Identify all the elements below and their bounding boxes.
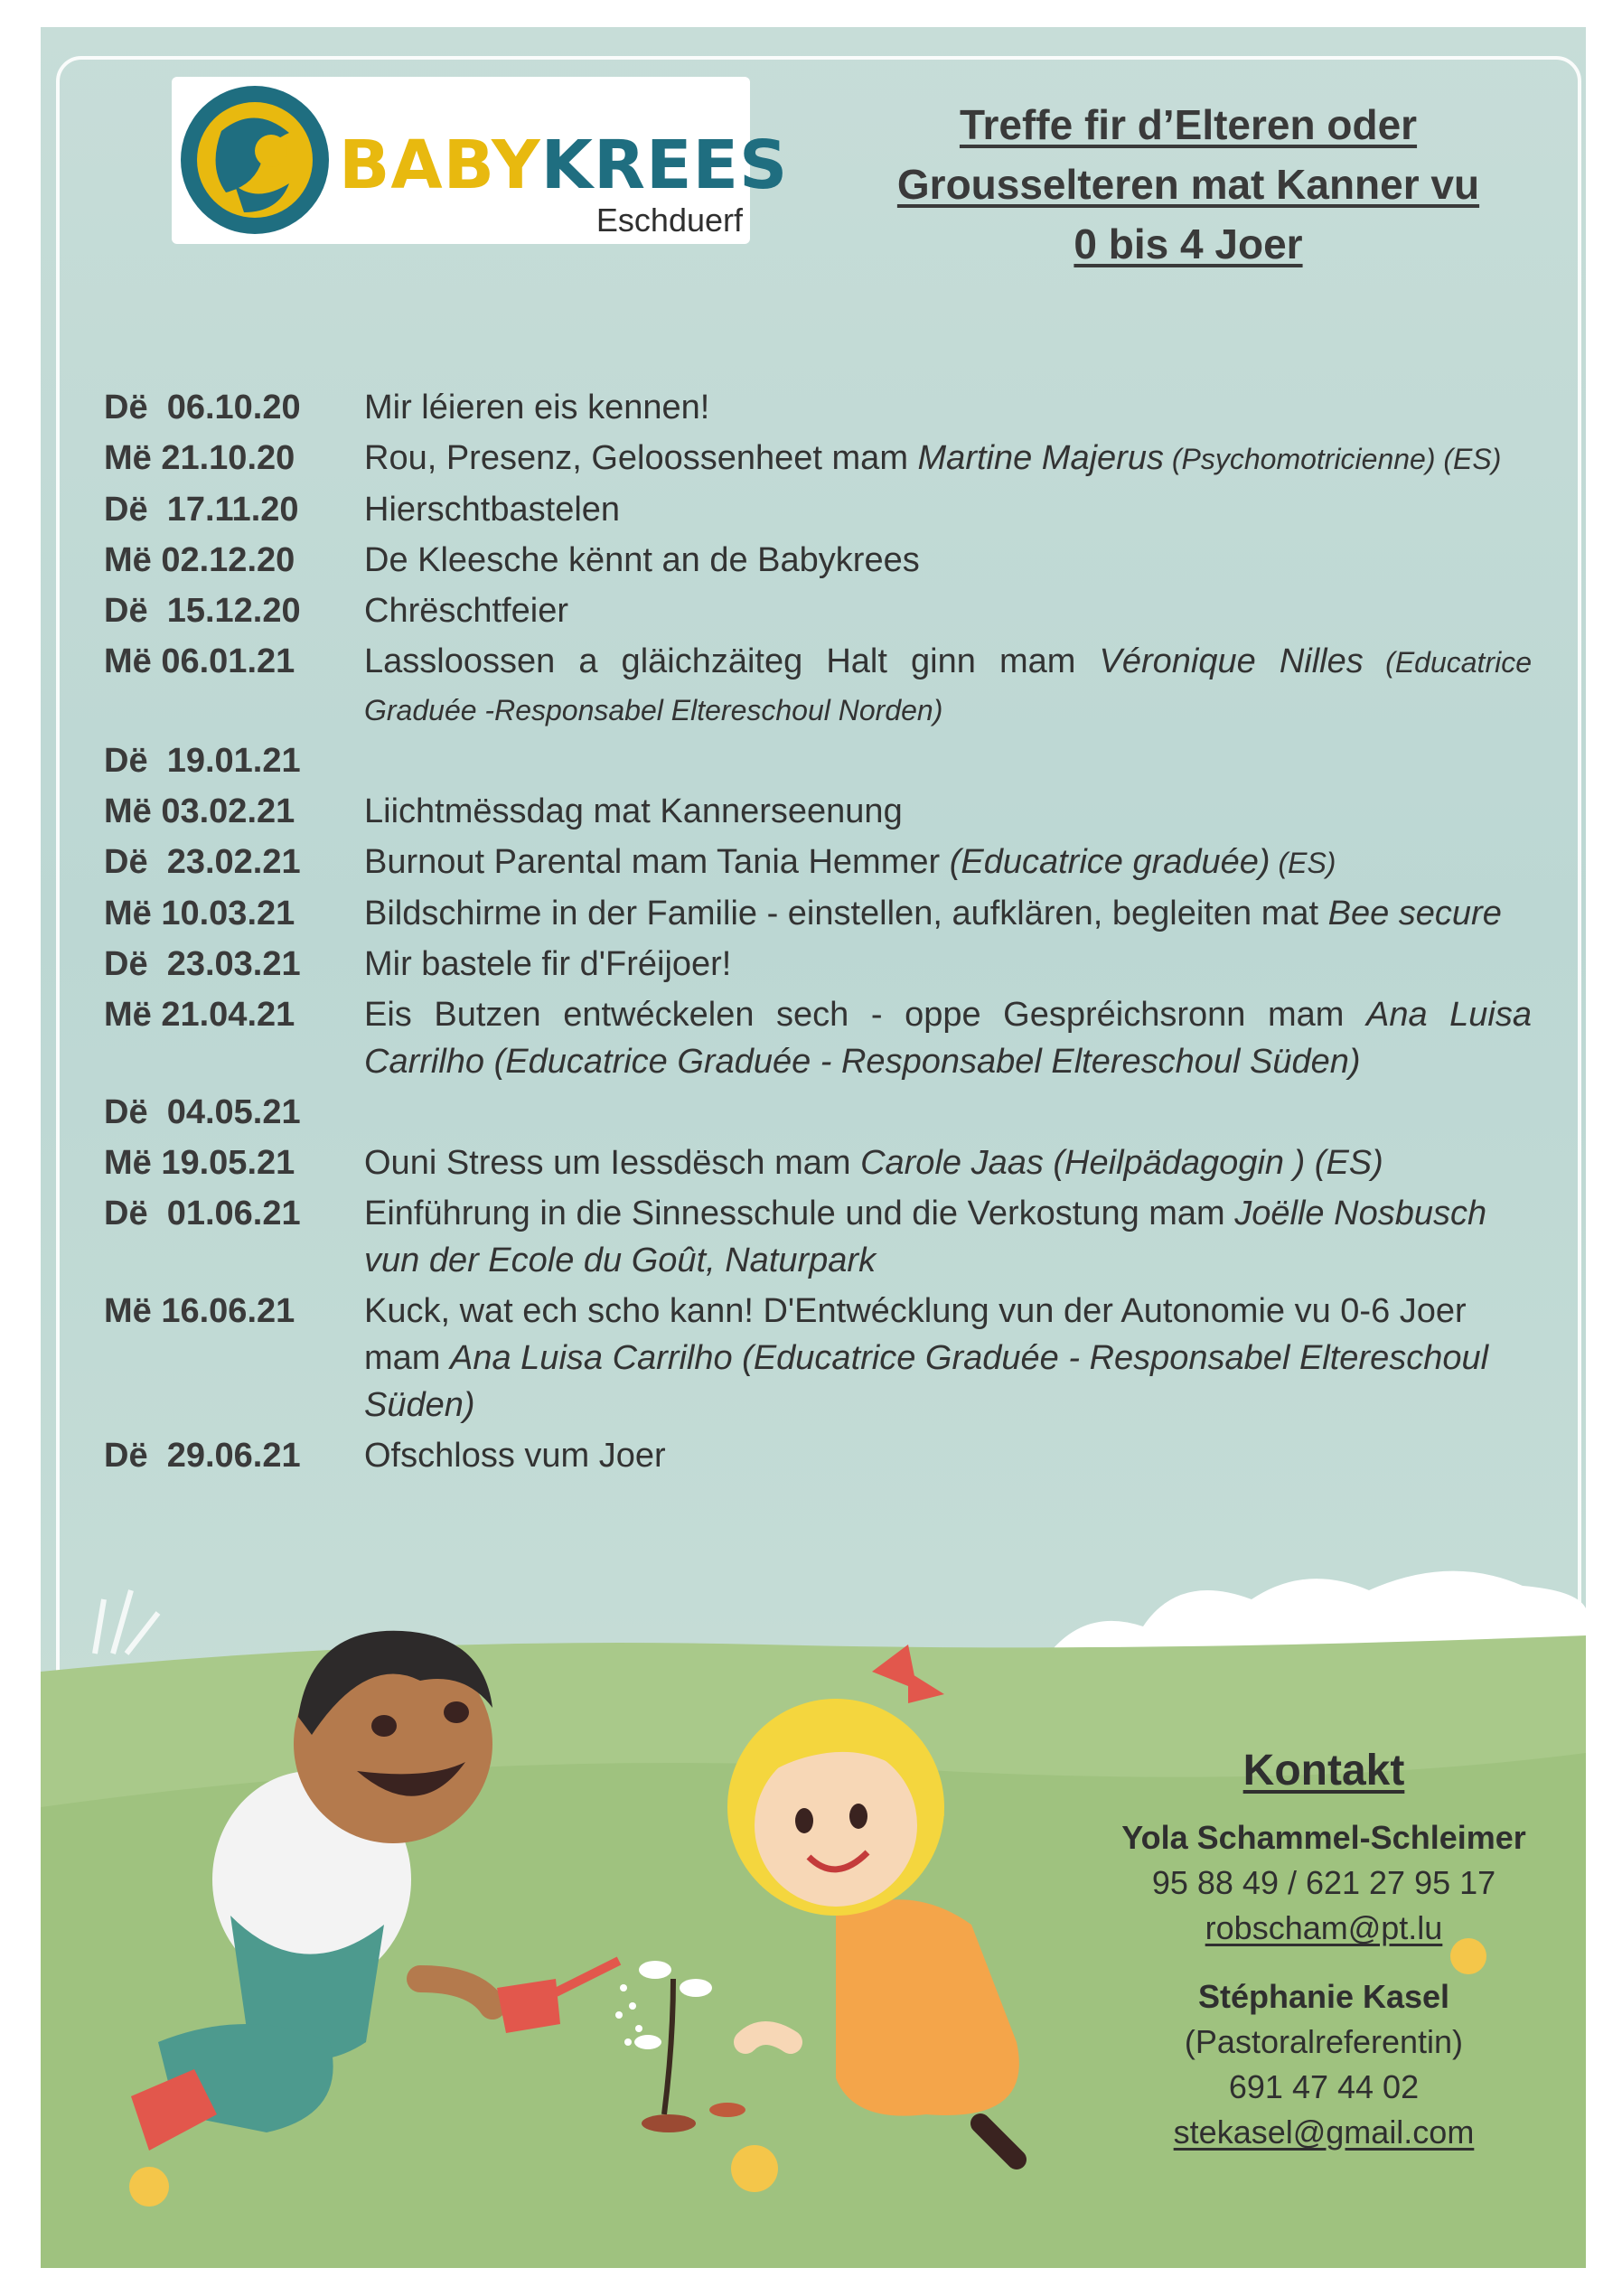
schedule-text: Mir léieren eis kennen! [364, 389, 710, 426]
schedule-text: Rou, Presenz, Geloossenheet mam [364, 439, 918, 477]
schedule-row [104, 1139, 1532, 1186]
schedule-row [104, 435, 1532, 483]
contact-title: Kontakt [1242, 1747, 1405, 1795]
schedule-description [364, 788, 1532, 835]
schedule-date: Më 21.10.20 [104, 439, 295, 477]
schedule-date: Më 06.01.21 [104, 642, 295, 680]
schedule-date: Dë 01.06.21 [104, 1195, 301, 1232]
schedule-row [104, 1432, 1532, 1479]
schedule-description [364, 941, 1532, 988]
schedule-text-italic: Joëlle Nosbusch vun der Ecole du Goût, Naturpark [364, 1195, 1487, 1279]
schedule-row [104, 941, 1532, 988]
contact-2-role: (Pastoralreferentin) [1184, 2023, 1464, 2060]
schedule-description [364, 638, 1532, 734]
schedule-text: Hierschtbastelen [364, 491, 621, 529]
schedule-date: Më 21.04.21 [104, 996, 295, 1034]
schedule-date: Më 02.12.20 [104, 541, 295, 579]
schedule-description [364, 1432, 1532, 1479]
schedule-date: Dë 06.10.20 [104, 389, 301, 426]
schedule-date: Dë 04.05.21 [104, 1093, 301, 1131]
contact-1-name: Yola Schammel-Schleimer [1121, 1819, 1526, 1856]
schedule-date: Më 16.06.21 [104, 1292, 295, 1330]
schedule-text-italic: Martine Majerus [917, 439, 1164, 477]
schedule-row [104, 839, 1532, 886]
schedule-text: Ofschloss vum Joer [364, 1437, 666, 1475]
schedule-date: Dë 17.11.20 [104, 491, 299, 529]
contact-2-name: Stéphanie Kasel [1197, 1978, 1450, 2015]
schedule-row [104, 890, 1532, 937]
schedule-row [104, 788, 1532, 835]
schedule-description [364, 537, 1532, 584]
contact-2-phone: 691 47 44 02 [1228, 2068, 1420, 2105]
schedule-text: Bildschirme in der Familie - einstellen, aufklären, begleiten mat [364, 895, 1328, 932]
schedule-text: De Kleesche kënnt an de Babykrees [364, 541, 920, 579]
schedule-row [104, 1288, 1532, 1429]
contact-1-email[interactable]: robscham@pt.lu [1205, 1909, 1443, 1946]
schedule-text: Ouni Stress um Iessdësch mam [364, 1144, 861, 1182]
logo-subtitle: Eschduerf [595, 201, 743, 239]
schedule-row [104, 991, 1532, 1085]
contact-section [1071, 1748, 1577, 2155]
logo-wordmark [339, 127, 788, 204]
grass-tuft-icon [95, 1590, 158, 1654]
schedule-date: Dë 23.03.21 [104, 945, 301, 983]
babykrees-emblem-icon [172, 77, 339, 244]
schedule-date: Më 03.02.21 [104, 792, 295, 830]
schedule-row [104, 384, 1532, 431]
schedule-text-italic: Bee secure [1327, 895, 1502, 932]
schedule-text-italic: Ana Luisa Carrilho (Educatrice Graduée - Responsabel Eltereschoul Süden) [364, 1339, 1489, 1424]
schedule-row [104, 1089, 1532, 1136]
schedule-text: Eis Butzen entwéckelen sech - oppe Gespréichsronn mam [364, 996, 1366, 1034]
schedule-description [364, 737, 1532, 784]
schedule-description [364, 1139, 1532, 1186]
schedule-row [104, 1190, 1532, 1284]
heading-line-1: Treffe fir d’Elteren oder [959, 101, 1418, 148]
contact-1-phone: 95 88 49 / 621 27 95 17 [1151, 1864, 1496, 1901]
schedule-text-note: (Educatrice Graduée -Responsabel Eltereschoul Norden) [364, 646, 1533, 726]
schedule-description [364, 1190, 1532, 1284]
logo-word-baby: BABY [339, 127, 541, 204]
schedule-description [364, 587, 1532, 634]
flyer-heading [849, 95, 1527, 274]
contact-2-email[interactable]: stekasel@gmail.com [1173, 2113, 1475, 2151]
schedule-description [364, 839, 1532, 886]
schedule-date: Më 10.03.21 [104, 895, 295, 932]
schedule-text: Liichtmëssdag mat Kannerseenung [364, 792, 903, 830]
schedule-description [364, 435, 1532, 483]
schedule-date: Dë 29.06.21 [104, 1437, 301, 1475]
schedule-date: Dë 15.12.20 [104, 592, 301, 630]
schedule-text-italic: (Educatrice graduée) [949, 843, 1270, 881]
schedule-date: Dë 23.02.21 [104, 843, 301, 881]
schedule-text: Mir bastele fir d'Fréijoer! [364, 945, 732, 983]
schedule-description [364, 384, 1532, 431]
schedule-list [104, 384, 1532, 1483]
schedule-date: Më 19.05.21 [104, 1144, 295, 1182]
schedule-row [104, 638, 1532, 734]
logo-word-krees: KREES [540, 127, 789, 204]
schedule-text-italic: Carole Jaas (Heilpädagogin ) (ES) [860, 1144, 1383, 1182]
heading-line-2: Grousselteren mat Kanner vu [896, 161, 1480, 208]
schedule-text: Lassloossen a gläichzäiteg Halt ginn mam [364, 642, 1100, 680]
schedule-text-note: (Psychomotricienne) (ES) [1163, 443, 1502, 475]
schedule-description [364, 486, 1532, 533]
schedule-text: Kuck, wat ech scho kann! D'Entwécklung vun der Autonomie vu 0-6 Joer mam [364, 1292, 1467, 1377]
schedule-description [364, 991, 1532, 1085]
schedule-text: Chrëschtfeier [364, 592, 568, 630]
heading-line-3: 0 bis 4 Joer [1074, 220, 1303, 267]
babykrees-logo [172, 77, 789, 244]
schedule-date: Dë 19.01.21 [104, 742, 301, 780]
schedule-text: Burnout Parental mam Tania Hemmer [364, 843, 950, 881]
schedule-text-italic: Ana Luisa Carrilho (Educatrice Graduée - Responsabel Eltereschoul Süden) [364, 996, 1533, 1081]
schedule-description [364, 1288, 1532, 1429]
schedule-description [364, 1089, 1532, 1136]
schedule-description [364, 890, 1532, 937]
schedule-row [104, 737, 1532, 784]
schedule-text-note: (ES) [1270, 847, 1336, 879]
schedule-row [104, 587, 1532, 634]
schedule-text-italic: Véronique Nilles [1099, 642, 1364, 680]
schedule-text: Einführung in die Sinnesschule und die Verkostung mam [364, 1195, 1235, 1232]
schedule-row [104, 486, 1532, 533]
schedule-row [104, 537, 1532, 584]
